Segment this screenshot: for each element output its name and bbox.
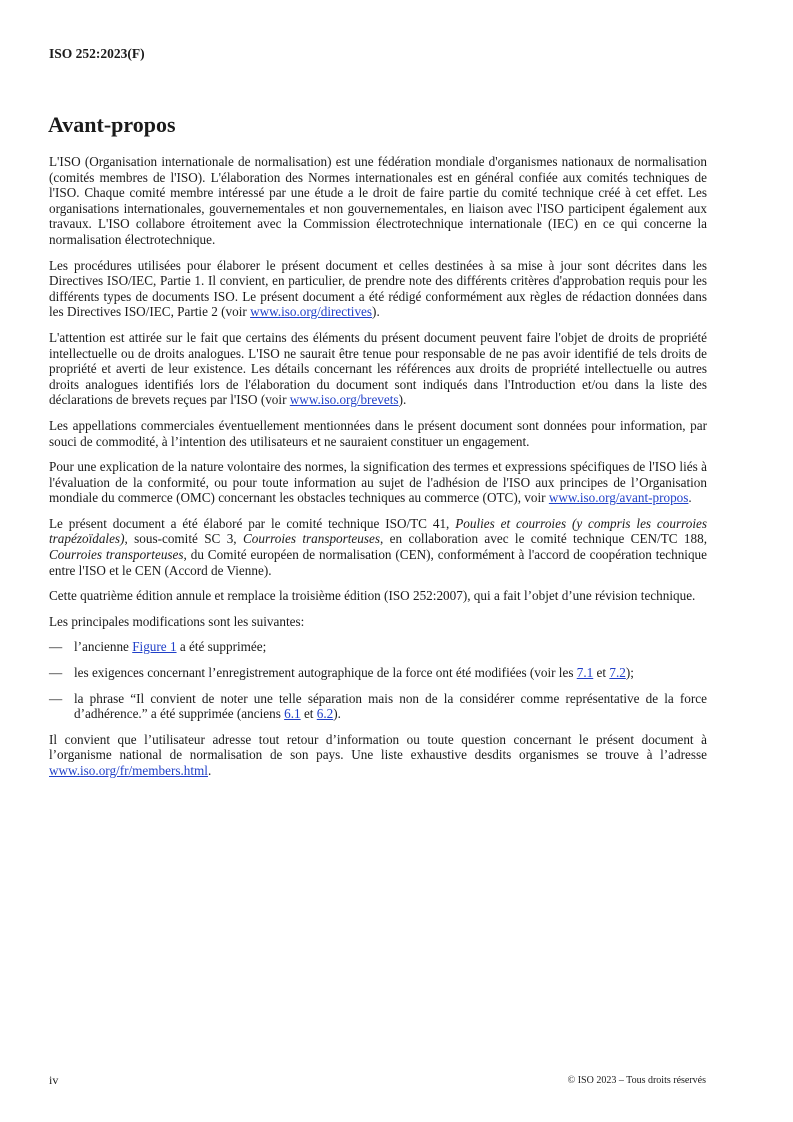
text: et <box>300 706 317 722</box>
text: . <box>688 490 692 506</box>
link-7-1[interactable]: 7.1 <box>576 665 594 681</box>
text: Il convient que l’utilisateur adresse tout retour d’information ou toute question concernant le présent document à l’organisme national de normalisation de son pays. Une liste exhaustive desdits organismes se trouve à l’adresse <box>49 731 707 763</box>
paragraph-edition <box>49 588 707 604</box>
link-avant-propos[interactable]: www.iso.org/avant-propos <box>548 490 689 506</box>
paragraph-trade-names <box>49 418 707 449</box>
text: ). <box>372 304 380 320</box>
link-brevets[interactable]: www.iso.org/brevets <box>289 392 399 408</box>
link-members[interactable]: www.iso.org/fr/members.html <box>49 763 208 778</box>
paragraph-voluntary-nature <box>49 459 707 506</box>
foreword-body <box>49 154 707 789</box>
link-directives[interactable]: www.iso.org/directives <box>250 304 373 320</box>
text: Les appellations commerciales éventuellement mentionnées dans le présent document sont données pour information, par souci de commodité, à l’intention des utilisateurs et ne sauraient constituer un engagement. <box>49 417 707 449</box>
text: a été supprimée; <box>176 639 267 655</box>
text: la phrase “Il convient de noter une telle séparation mais non de la considérer comme représentative de la force d’adhérence.” a été supprimée (anciens <box>74 690 707 722</box>
list-item <box>49 639 707 655</box>
subcommittee-title: Courroies transporteuses <box>242 531 380 547</box>
dash-bullet: — <box>49 665 63 681</box>
text: L'ISO (Organisation internationale de normalisation) est une fédération mondiale d'organismes nationaux de normalisation (comités membres de l'ISO). L'élaboration des Normes internationales est en général confiée aux comités techniques de l'ISO. Chaque comité membre intéressé par une étude a le droit de faire partie du comité technique créé à cet effet. Les organisations internationales, gouvernementales et non gouvernementales, en liaison avec l'ISO participent également aux travaux. L'ISO collabore étroitement avec la Commission électrotechnique internationale (IEC) en ce qui concerne la normalisation électrotechnique. <box>49 154 707 247</box>
cen-committee-title: Courroies transporteuses <box>49 547 184 563</box>
text: . <box>207 763 212 778</box>
list-item <box>49 691 707 722</box>
text: et <box>593 665 610 681</box>
list-item <box>49 665 707 681</box>
page-title: Avant-propos <box>48 112 176 137</box>
text: les exigences concernant l’enregistrement autographique de la force ont été modifiées (voir les <box>74 665 577 681</box>
paragraph-committee <box>49 516 707 578</box>
committee-title: Poulies et courroies (y compris les courroies trapézoïdales) <box>49 515 707 547</box>
copyright-notice: © ISO 2023 – Tous droits réservés <box>567 1075 706 1086</box>
link-figure-1[interactable]: Figure 1 <box>132 639 177 655</box>
text: Les principales modifications sont les suivantes: <box>49 613 305 629</box>
paragraph-patents <box>49 330 707 408</box>
text: , en collaboration avec le comité technique CEN/TC 188, <box>380 531 708 547</box>
text: ). <box>333 706 341 722</box>
text: Pour une explication de la nature volontaire des normes, la signification des termes et expressions spécifiques de l'ISO liés à l'évaluation de la conformité, ou pour toute information au sujet de l'adhésion de l'ISO aux principes de l’Organisation mondiale du commerce (OMC) concernant les obstacles techniques au commerce (OTC), voir <box>49 459 707 506</box>
dash-bullet: — <box>49 690 63 706</box>
text: , sous-comité SC 3, <box>124 531 243 547</box>
document-id-header: ISO 252:2023(F) <box>49 46 145 61</box>
text: Cette quatrième édition annule et remplace la troisième édition (ISO 252:2007), qui a fait l’objet d’une révision technique. <box>49 588 696 604</box>
link-7-2[interactable]: 7.2 <box>609 665 626 681</box>
paragraph-procedures <box>49 258 707 320</box>
text: ); <box>625 665 634 681</box>
text: ). <box>398 392 407 408</box>
paragraph-iso-intro <box>49 154 707 248</box>
page-number: iv <box>49 1073 59 1087</box>
paragraph-feedback <box>49 732 707 779</box>
link-6-2[interactable]: 6.2 <box>316 706 334 722</box>
text: L'attention est attirée sur le fait que certains des éléments du présent document peuvent faire l'objet de droits de propriété intellectuelle ou de droits analogues. L'ISO ne saurait être tenue pour responsable de ne pas avoir identifié de tels droits de propriété et averti de leur existence. Les détails concernant les références aux droits de propriété intellectuelle ou autres droits analogues identifiés lors de l'élaboration du document sont indiqués dans l'Introduction et/ou dans la liste des déclarations de brevets reçues par l'ISO (voir <box>49 329 707 408</box>
link-6-1[interactable]: 6.1 <box>284 706 301 722</box>
text: , du Comité européen de normalisation (CEN), conformément à l'accord de coopération technique entre l'ISO et le CEN (Accord de Vienne). <box>49 547 707 578</box>
text: Le présent document a été élaboré par le comité technique ISO/TC 41, <box>49 515 456 531</box>
paragraph-changes-intro <box>49 614 707 630</box>
text: Les procédures utilisées pour élaborer le présent document et celles destinées à sa mise à jour sont décrites dans les Directives ISO/IEC, Partie 1. Il convient, en particulier, de prendre note des différents critères d'approbation requis pour les différents types de documents ISO. Le présent document a été rédigé conformément aux règles de rédaction données dans les Directives ISO/IEC, Partie 2 (voir <box>49 257 707 320</box>
text: l’ancienne <box>74 639 133 655</box>
dash-bullet: — <box>49 639 63 655</box>
